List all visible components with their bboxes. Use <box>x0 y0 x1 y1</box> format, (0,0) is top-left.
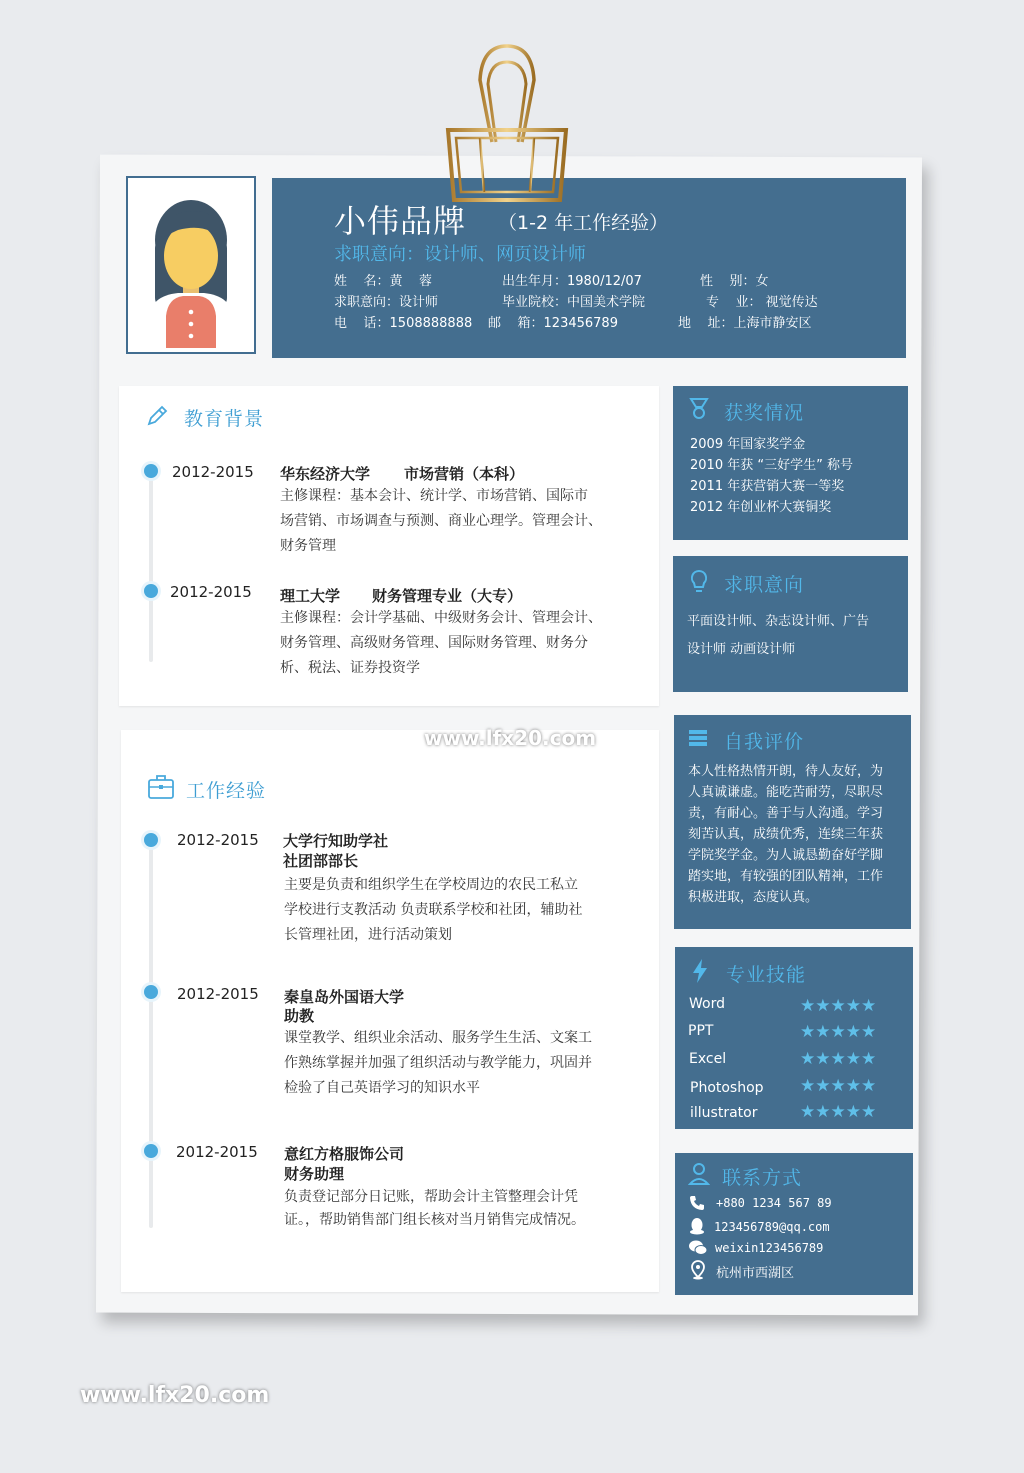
contact-wechat: weixin123456789 <box>715 1241 824 1255</box>
location-pin-icon <box>690 1260 706 1280</box>
text-line: 平面设计师、杂志设计师、广告 <box>687 614 870 629</box>
contact-qq: 123456789@qq.com <box>714 1220 830 1234</box>
qq-icon <box>689 1217 705 1235</box>
work-title: 工作经验 <box>186 780 267 802</box>
awards-title: 获奖情况 <box>724 402 805 424</box>
edu-school-1: 华东经济大学 <box>280 465 371 483</box>
info-major: 专 业： 视觉传达 <box>706 295 818 310</box>
avatar <box>126 176 256 354</box>
timeline-dot <box>144 833 158 847</box>
award-item: 2011 年获营销大赛一等奖 <box>690 479 845 494</box>
intent-text <box>687 608 869 664</box>
work-desc-3 <box>284 1186 644 1232</box>
info-address: 地 址：上海市静安区 <box>678 316 812 331</box>
info-gender-name: 姓 名：黄 蓉 <box>334 274 433 289</box>
text-line: 财务管理、高级财务管理、国际财务管理、财务分 <box>280 635 588 651</box>
skill-rating: ★★★★★ <box>800 1076 877 1096</box>
work-timeline <box>149 838 153 1228</box>
self-eval-title: 自我评价 <box>724 731 805 753</box>
lightning-icon <box>691 958 709 984</box>
text-line: 证。，帮助销售部门组长核对当月销售完成情况。 <box>284 1212 585 1228</box>
awards-list <box>690 434 853 518</box>
experience-years: （1-2 年工作经验） <box>498 212 669 234</box>
edu-desc-2 <box>280 606 640 681</box>
skill-rating: ★★★★★ <box>800 996 877 1016</box>
timeline-dot <box>144 464 158 478</box>
text-line: 本人性格热情开朗，待人友好，为 <box>688 764 884 779</box>
work-desc-2 <box>284 1026 644 1101</box>
work-date-2: 2012-2015 <box>177 985 259 1003</box>
education-title: 教育背景 <box>184 408 265 430</box>
text-line: 学院奖学金。为人诚恳勤奋好学脚 <box>688 848 884 863</box>
text-line: 长管理社团，进行活动策划 <box>284 927 452 943</box>
work-org-1: 大学行知助学社 <box>283 832 389 850</box>
work-role-1: 社团部部长 <box>283 852 359 870</box>
text-line: 检验了自己英语学习的知识水平 <box>284 1080 480 1096</box>
text-line: 责，有耐心。善于与人沟通。学习 <box>688 806 884 821</box>
contact-phone: +880 1234 567 89 <box>716 1196 832 1210</box>
edu-major-1: 市场营销（本科） <box>404 465 525 483</box>
trophy-icon <box>688 397 710 421</box>
edu-date-1: 2012-2015 <box>172 463 254 481</box>
info-school: 毕业院校：中国美术学院 <box>502 295 646 310</box>
binder-clip-icon <box>440 40 574 208</box>
text-line: 踏实地，有较强的团队精神，工作 <box>688 869 884 884</box>
text-line: 主修课程：基本会计、统计学、市场营销、国际市 <box>280 488 588 504</box>
watermark-bottom: www.lfx20.com <box>80 1383 270 1408</box>
contact-title: 联系方式 <box>722 1167 803 1189</box>
skill-rating: ★★★★★ <box>800 1102 877 1122</box>
info-email: 邮 箱：123456789 <box>488 316 618 331</box>
text-line: 刻苦认真，成绩优秀，连续三年获 <box>688 827 884 842</box>
info-phone: 电 话：1508888888 <box>334 316 473 331</box>
info-intent: 求职意向：设计师 <box>334 295 439 310</box>
contact-address: 杭州市西湖区 <box>716 1266 795 1281</box>
award-item: 2012 年创业杯大赛铜奖 <box>690 500 832 515</box>
skills-title: 专业技能 <box>726 964 807 986</box>
education-timeline <box>149 466 153 662</box>
skill-name: illustrator <box>690 1105 758 1121</box>
timeline-dot <box>144 985 158 999</box>
text-line: 学校进行支教活动 负责联系学校和社团，辅助社 <box>284 902 583 918</box>
timeline-dot <box>144 584 158 598</box>
text-line: 析、税法、证券投资学 <box>280 660 420 676</box>
text-line: 财务管理 <box>280 538 336 554</box>
skill-name: Excel <box>689 1051 727 1067</box>
pencil-icon <box>146 403 170 427</box>
info-gender: 性 别：女 <box>700 274 769 289</box>
text-line: 场营销、市场调查与预测、商业心理学。管理会计、 <box>280 513 602 529</box>
work-date-1: 2012-2015 <box>177 831 259 849</box>
briefcase-icon <box>147 774 175 800</box>
wechat-icon <box>688 1239 708 1256</box>
text-line: 主要是负责和组织学生在学校周边的农民工私立 <box>284 877 578 893</box>
edu-school-2: 理工大学 <box>280 587 341 605</box>
edu-date-2: 2012-2015 <box>170 583 252 601</box>
work-date-3: 2012-2015 <box>176 1143 258 1161</box>
work-role-3: 财务助理 <box>284 1165 345 1183</box>
info-birth: 出生年月：1980/12/07 <box>502 274 642 289</box>
skill-rating: ★★★★★ <box>800 1022 877 1042</box>
stack-icon <box>687 728 709 748</box>
skill-name: PPT <box>688 1023 714 1039</box>
text-line: 作熟练掌握并加强了组织活动与教学能力，巩固并 <box>284 1055 592 1071</box>
text-line: 设计师 动画设计师 <box>687 642 796 657</box>
work-role-2: 助教 <box>284 1007 315 1025</box>
skill-name: Word <box>689 996 725 1012</box>
text-line: 主修课程：会计学基础、中级财务会计、管理会计、 <box>280 610 602 626</box>
award-item: 2010 年获 “三好学生” 称号 <box>690 458 853 473</box>
edu-desc-1 <box>280 484 640 559</box>
person-avatar-icon <box>128 178 254 352</box>
text-line: 负责登记部分日记账，帮助会计主管整理会计凭 <box>284 1189 578 1205</box>
intent-title: 求职意向 <box>724 574 805 596</box>
skill-rating: ★★★★★ <box>800 1049 877 1069</box>
edu-major-2: 财务管理专业（大专） <box>372 587 523 605</box>
text-line: 人真诚谦虚。能吃苦耐劳，尽职尽 <box>688 785 884 800</box>
timeline-dot <box>144 1144 158 1158</box>
phone-icon <box>689 1195 705 1211</box>
work-org-2: 秦皇岛外国语大学 <box>284 988 405 1006</box>
work-desc-1 <box>284 873 644 948</box>
skill-name: Photoshop <box>690 1080 764 1096</box>
candidate-name: 小伟品牌 <box>334 202 467 240</box>
award-item: 2009 年国家奖学金 <box>690 437 806 452</box>
lightbulb-icon <box>689 569 709 595</box>
work-org-3: 意红方格服饰公司 <box>284 1145 405 1163</box>
text-line: 课堂教学、组织业余活动、服务学生生活、文案工 <box>284 1030 592 1046</box>
job-objective: 求职意向：设计师、网页设计师 <box>334 244 586 265</box>
text-line: 积极进取，态度认真。 <box>688 890 819 905</box>
person-location-icon <box>688 1162 710 1186</box>
watermark-center: www.lfx20.com <box>424 726 597 750</box>
self-eval-text <box>688 761 883 908</box>
